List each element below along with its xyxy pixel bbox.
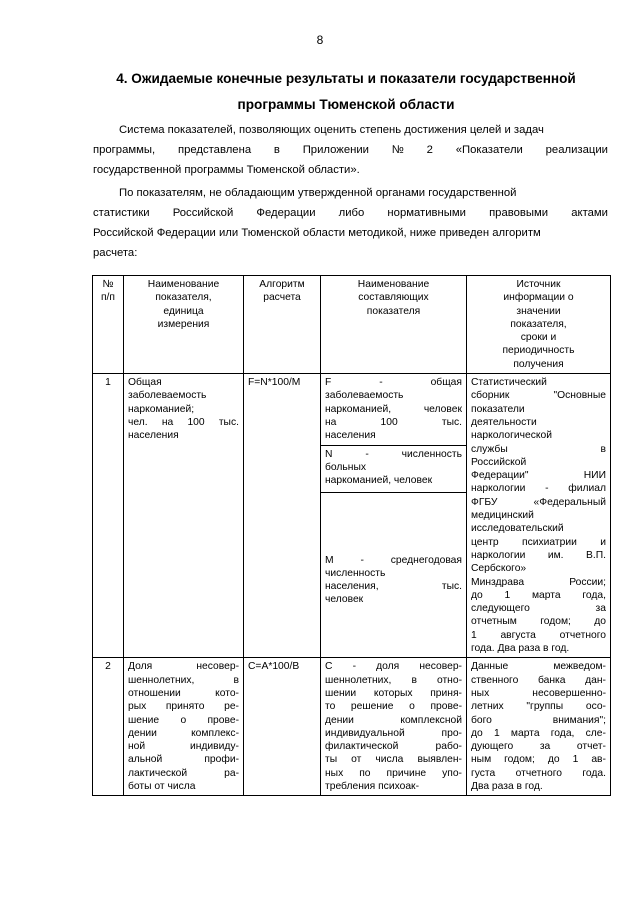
- cell-line: ных по причине упо-: [325, 767, 462, 779]
- word: «Показатели: [455, 144, 523, 156]
- cell-line: составляющих: [358, 292, 429, 304]
- cell-line: лактической ра-: [128, 767, 239, 779]
- row-indicator-name: [124, 374, 244, 658]
- cell-line: ным годом; до 1 ав-: [471, 754, 606, 766]
- cell-line: Алгоритм: [259, 279, 305, 290]
- cell-line: ФГБУ «Федеральный: [471, 496, 606, 508]
- cell-line: рых принято ре-: [128, 701, 239, 713]
- word: представлена: [177, 144, 252, 156]
- section-heading-line-1: 4. Ожидаемые конечные результаты и показатели государственной: [116, 71, 576, 86]
- section-heading: [84, 66, 608, 118]
- cell-line: F - общая: [325, 377, 462, 389]
- cell-line: наркологии им. В.П.: [471, 549, 606, 561]
- page-number: 8: [316, 33, 324, 47]
- cell-line: альной профи-: [128, 754, 239, 766]
- cell-line: дующего за отчет-: [471, 741, 606, 753]
- section-heading-line-2: программы Тюменской области: [237, 97, 455, 112]
- table-header-row: [93, 276, 611, 374]
- word: нормативными: [387, 207, 466, 219]
- cell-line: Данные межведом-: [471, 661, 606, 673]
- cell-line: деятельности: [471, 416, 537, 428]
- word: №: [391, 144, 404, 156]
- cell-line: численность: [325, 567, 386, 579]
- cell-line: на 100 тыс.: [325, 416, 462, 428]
- cell-line: ной индивиду-: [128, 741, 239, 753]
- cell-line: Федерации" НИИ: [471, 470, 606, 482]
- paragraph-line-justified: [93, 203, 608, 223]
- cell-line: наркоманией, человек: [325, 475, 433, 487]
- cell-line: ственного банка дан-: [471, 674, 606, 686]
- paragraph-line: Российской Федерации или Тюменской области методикой, ниже приведен алгоритм: [93, 227, 541, 239]
- cell-line: населения: [128, 430, 179, 442]
- cell-line: до 1 марта года, сле-: [471, 727, 606, 739]
- word: правовыми: [489, 207, 549, 219]
- component-n: [321, 446, 466, 493]
- cell-line: Статистический: [471, 377, 547, 389]
- cell-line: Доля несовер-: [128, 661, 239, 673]
- cell-line: густа отчетного года.: [471, 767, 606, 779]
- cell-line: индивидуальной про-: [325, 727, 462, 739]
- component-f: [321, 374, 466, 445]
- cell-line: Минздрава России;: [471, 576, 606, 588]
- cell-line: населения, тыс.: [325, 581, 462, 593]
- word: программы,: [93, 144, 156, 156]
- table-row: [93, 658, 611, 796]
- word: Приложении: [302, 144, 369, 156]
- cell-line: бого внимания";: [471, 714, 606, 726]
- cell-line: Два раза в год.: [471, 780, 543, 792]
- cell-line: Наименование: [357, 279, 430, 290]
- cell-line: показатели: [471, 403, 525, 415]
- cell-line: человек: [325, 594, 364, 606]
- word: либо: [338, 207, 365, 219]
- word: реализации: [545, 144, 608, 156]
- cell-line: дении комплексной: [325, 714, 462, 726]
- cell-line: информации о: [503, 292, 574, 304]
- header-num: [93, 276, 124, 374]
- cell-line: наркоманией, человек: [325, 403, 462, 415]
- indicators-table: [92, 275, 611, 796]
- paragraph-line-justified: [93, 140, 608, 160]
- cell-line: наркоманией;: [128, 403, 195, 415]
- header-source: [467, 276, 611, 374]
- cell-line: года. Два раза в год.: [471, 643, 570, 655]
- cell-line: больных: [325, 461, 367, 473]
- cell-line: ты от числа выявлен-: [325, 754, 462, 766]
- cell-line: наркологии - филиал: [471, 483, 606, 495]
- cell-line: периодичность: [502, 345, 575, 357]
- word: Российской: [172, 207, 234, 219]
- cell-line: шение о прове-: [128, 714, 239, 726]
- cell-line: следующего за: [471, 603, 606, 615]
- paragraph-line: расчета:: [93, 247, 138, 259]
- cell-line: измерения: [157, 318, 210, 330]
- cell-line: отношении кото-: [128, 687, 239, 699]
- row-algorithm: F=N*100/M: [244, 374, 321, 658]
- cell-line: заболеваемость: [128, 390, 207, 402]
- word: Федерации: [256, 207, 316, 219]
- cell-line: Общая: [128, 377, 162, 389]
- cell-line: требления психоак-: [325, 780, 419, 792]
- cell-line: населения: [325, 430, 376, 442]
- header-algorithm: [244, 276, 321, 374]
- cell-line: единица: [163, 305, 204, 317]
- word: 2: [426, 144, 433, 156]
- cell-line: Источник: [516, 279, 561, 290]
- cell-line: до 1 марта года,: [471, 589, 606, 601]
- cell-line: отчетным годом; до: [471, 616, 606, 628]
- cell-line: сроки и: [520, 332, 557, 344]
- component-m: [321, 493, 466, 609]
- paragraph-line: Система показателей, позволяющих оценить степень достижения целей и задач: [119, 124, 544, 136]
- cell-line: М - среднегодовая: [325, 554, 462, 566]
- cell-line: шеннолетних, в: [128, 674, 239, 686]
- cell-line: филактической рабо-: [325, 741, 462, 753]
- cell-line: чел. на 100 тыс.: [128, 416, 239, 428]
- header-name: [124, 276, 244, 374]
- cell-line: центр психиатрии и: [471, 536, 606, 548]
- cell-line: значении: [516, 305, 561, 317]
- cell-line: сборник "Основные: [471, 390, 606, 402]
- cell-line: 1 августа отчетного: [471, 629, 606, 641]
- cell-line: заболеваемость: [325, 390, 404, 402]
- cell-line: показателя: [366, 305, 421, 317]
- cell-line: шеннолетних, в отно-: [325, 674, 462, 686]
- cell-line: Наименование: [147, 279, 220, 290]
- cell-line: Российской: [471, 456, 527, 468]
- cell-line: ных несовершенно-: [471, 687, 606, 699]
- cell-line: №: [102, 279, 114, 290]
- row-components: [321, 658, 467, 796]
- header-components: [321, 276, 467, 374]
- cell-line: наркологической: [471, 430, 552, 442]
- cell-line: исследовательский: [471, 523, 564, 535]
- row-num: 2: [93, 658, 124, 796]
- cell-line: показателя,: [510, 318, 567, 330]
- word: статистики: [93, 207, 150, 219]
- row-algorithm: С=А*100/В: [244, 658, 321, 796]
- cell-line: получения: [513, 358, 564, 370]
- row-source: [467, 658, 611, 796]
- word: актами: [571, 207, 608, 219]
- cell-line: Сербского»: [471, 563, 527, 575]
- row-indicator-name: [124, 658, 244, 796]
- paragraph-calculation-intro: [93, 183, 608, 263]
- cell-line: летних "группы осо-: [471, 701, 606, 713]
- cell-line: службы в: [471, 443, 606, 455]
- cell-line: шении которых приня-: [325, 687, 462, 699]
- cell-line: медицинский: [471, 510, 534, 522]
- cell-line: N - численность: [325, 448, 462, 460]
- paragraph-line: государственной программы Тюменской области».: [93, 164, 360, 176]
- cell-line: то решение о прове-: [325, 701, 462, 713]
- row-num: 1: [93, 374, 124, 658]
- row-components: [321, 374, 467, 658]
- paragraph-indicators-system: [93, 120, 608, 180]
- cell-line: показателя,: [155, 292, 212, 304]
- cell-line: п/п: [100, 292, 115, 304]
- cell-line: дении комплекс-: [128, 727, 239, 739]
- cell-line: расчета: [263, 292, 301, 304]
- cell-line: боты от числа: [128, 780, 196, 792]
- row-source: [467, 374, 611, 658]
- paragraph-line-text: По показателям, не обладающим утвержденной органами государственной: [119, 187, 517, 199]
- cell-line: С - доля несовер-: [325, 661, 462, 673]
- word: в: [273, 144, 280, 156]
- table-row: [93, 374, 611, 658]
- paragraph-line: [93, 183, 608, 203]
